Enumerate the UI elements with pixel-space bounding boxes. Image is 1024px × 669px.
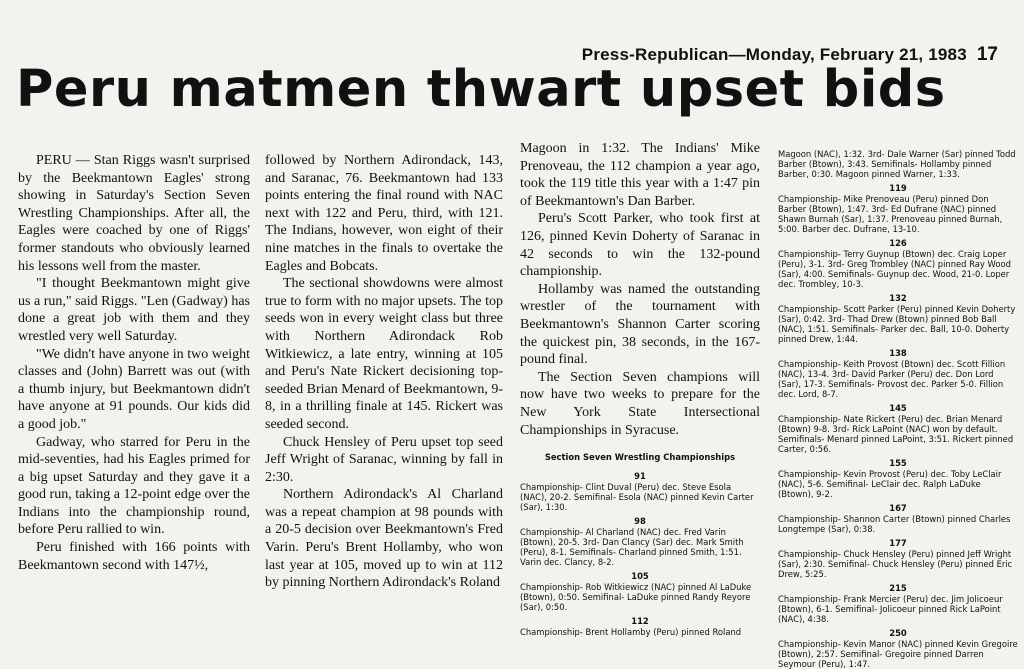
paragraph: Chuck Hensley of Peru upset top seed Jeff Wright of Saranac, winning by fall in 2:30. xyxy=(265,434,503,485)
result-entry: Championship- Chuck Hensley (Peru) pinned Jeff Wright (Sar), 2:30. Semifinal- Chuck Hensley (Peru) pinned Eric Drew, 5:25. xyxy=(778,549,1013,579)
paragraph: The Section Seven champions will now have two weeks to prepare for the New York State Intersectional Championships in Syracuse. xyxy=(520,369,760,438)
results-list xyxy=(520,471,760,637)
result-entry: Championship- Clint Duval (Peru) dec. Steve Esola (NAC), 20-2. Semifinal- Esola (NAC) pinned Kevin Carter (Sar), 1:30. xyxy=(520,481,754,512)
results-column-4 xyxy=(778,148,1018,669)
article-column-2 xyxy=(265,152,503,592)
article-column-1 xyxy=(18,152,250,574)
article-headline: Peru matmen thwart upset bids xyxy=(16,60,946,119)
weight-class: 145 xyxy=(889,403,907,413)
paragraph: Northern Adirondack's Al Charland was a repeat champion at 98 pounds with a 20-5 decision over Beekmantown's Fred Varin. Peru's Brent Hollamby, who won last year at 105, moved up to win at 112 by pinning Northern Adirondack's Roland xyxy=(265,487,503,591)
weight-class: 91 xyxy=(634,470,646,481)
weight-class: 112 xyxy=(631,615,649,626)
paragraph: Gadway, who starred for Peru in the mid-seventies, had his Eagles primed for a big upset Saturday and they gave it a good run, taking a 12-point edge over the Indians into the championship round, before Peru rallied to win. xyxy=(18,434,250,538)
result-entry: Championship- Mike Prenoveau (Peru) pinned Don Barber (Btown), 1:47. 3rd- Ed Dufrane (NAC) pinned Shawn Burnah (Sar), 1:37. Prenoveau pinned Burnah, 5:00. Barber dec. Dufrane, 13-10. xyxy=(778,194,1003,234)
result-entry: Championship- Shannon Carter (Btown) pinned Charles Longtempe (Sar), 0:38. xyxy=(778,514,1011,534)
paragraph: Magoon in 1:32. The Indians' Mike Prenoveau, the 112 champion a year ago, took the 119 title this year with a 1:47 pin of Beekmantown's Dan Barber. xyxy=(520,141,760,209)
weight-class: 215 xyxy=(889,583,907,593)
paragraph: PERU — Stan Riggs wasn't surprised by the Beekmantown Eagles' strong showing in Saturday's Section Seven Wrestling Championships. After all, the Eagles were coached by one of Riggs' former standouts who obviously learned his lessons well from the master. xyxy=(18,153,250,274)
result-entry: Championship- Brent Hollamby (Peru) pinned Roland xyxy=(520,626,742,637)
result-entry: Championship- Rob Witkiewicz (NAC) pinned Al LaDuke (Btown), 0:50. Semifinal- LaDuke pinned Randy Reyore (Sar), 0:50. xyxy=(520,581,752,612)
article-column-3 xyxy=(520,140,760,637)
paragraph: "We didn't have anyone in two weight classes and (John) Barrett was out (with a thumb injury, but Beekmantown didn't have anyone at 91 pounds. Our kids did a good job." xyxy=(18,346,250,432)
weight-class: 138 xyxy=(889,348,907,358)
result-entry: Championship- Al Charland (NAC) dec. Fred Varin (Btown), 20-5. 3rd- Dan Clancy (Sar) dec. Mark Smith (Peru), 8-1. Semifinals- Charland pinned Smith, 1:51. Varin dec. Clancy, 8-2. xyxy=(520,526,744,567)
weight-class: 119 xyxy=(889,183,907,193)
paragraph: "I thought Beekmantown might give us a run," said Riggs. "Len (Gadway) has done a great job with them and they wrestled very well Saturday. xyxy=(18,276,250,344)
weight-class: 155 xyxy=(889,458,907,468)
results-heading: Section Seven Wrestling Championships xyxy=(544,452,736,463)
paragraph: The sectional showdowns were almost true to form with no major upsets. The top seeds won in every weight class but three with Northern Adirondack Rob Witkiewicz, a late entry, winning at 105 and Peru's Nate Rickert decisioning top-seeded Brian Menard of Beekmantown, 9-8, in a thrilling finale at 145. Rickert was seeded second. xyxy=(265,276,503,432)
paragraph: Hollamby was named the outstanding wrestler of the tournament with Beekmantown's Shannon Carter scoring the quickest pin, 38 seconds, in the 167-pound final. xyxy=(520,281,760,368)
weight-class: 167 xyxy=(889,503,907,513)
page-number: 17 xyxy=(976,44,998,65)
paragraph: followed by Northern Adirondack, 143, and Saranac, 76. Beekmantown had 133 points entering the final round with NAC next with 122 and Peru, third, with 121. The Indians, however, won eight of their nine matches in the finals to overtake the Eagles and Bobcats. xyxy=(265,153,503,274)
result-entry: Magoon (NAC), 1:32. 3rd- Dale Warner (Sar) pinned Todd Barber (Btown), 3:43. Semifinals- Hollamby pinned Barber, 0:30. Magoon pinned Warner, 1:33. xyxy=(778,149,1016,179)
result-entry: Championship- Keith Provost (Btown) dec. Scott Fillion (NAC), 13-4. 3rd- David Parker (Peru) dec. Don Lord (Sar), 17-3. Semifinals- Provost dec. Parker 5-0. Fillion dec. Lord, 8-7. xyxy=(778,359,1006,399)
paragraph: Peru finished with 166 points with Beekmantown second with 147½, xyxy=(18,540,250,573)
result-entry: Championship- Nate Rickert (Peru) dec. Brian Menard (Btown) 9-8. 3rd- Rick LaPoint (NAC) won by default. Semifinals- Menard pinned LaPoint, 3:51. Rickert pinned Carter, 0:56. xyxy=(778,414,1014,454)
result-entry: Championship- Kevin Provost (Peru) dec. Toby LeClair (NAC), 5-6. Semifinal- LeClair dec. Ralph LaDuke (Btown), 9-2. xyxy=(778,469,1002,499)
paper-name-date: Press-Republican—Monday, February 21, 1983 xyxy=(581,45,967,64)
weight-class: 132 xyxy=(889,293,907,303)
weight-class: 105 xyxy=(631,570,649,581)
result-entry: Championship- Frank Mercier (Peru) dec. Jim Jolicoeur (Btown), 6-1. Semifinal- Jolicoeur pinned Rick LaPoint (NAC), 4:38. xyxy=(778,594,1003,624)
weight-class: 126 xyxy=(889,238,907,248)
result-entry: Championship- Scott Parker (Peru) pinned Kevin Doherty (Sar), 0:42. 3rd- Thad Drew (Btown) pinned Bob Ball (NAC), 1:51. Semifinals- Parker dec. Ball, 10-0. Doherty pinned Drew, 1:44. xyxy=(778,304,1016,344)
result-entry: Championship- Kevin Manor (NAC) pinned Kevin Gregoire (Btown), 2:57. Semifinal- Gregoire pinned Darren Seymour (Peru), 1:47. xyxy=(778,639,1018,669)
result-entry: Championship- Terry Guynup (Btown) dec. Craig Loper (Peru), 3-1. 3rd- Greg Trombley (NAC) pinned Ray Wood (Sar), 4:00. Semifinals- Guynup dec. Wood, 21-0. Loper dec. Trombley, 10-3. xyxy=(778,249,1011,289)
weight-class: 250 xyxy=(889,628,907,638)
weight-class: 177 xyxy=(889,538,907,548)
weight-class: 98 xyxy=(634,515,646,526)
paragraph: Peru's Scott Parker, who took first at 126, pinned Kevin Doherty of Saranac in 42 seconds to win the 132-pound championship. xyxy=(520,211,760,280)
